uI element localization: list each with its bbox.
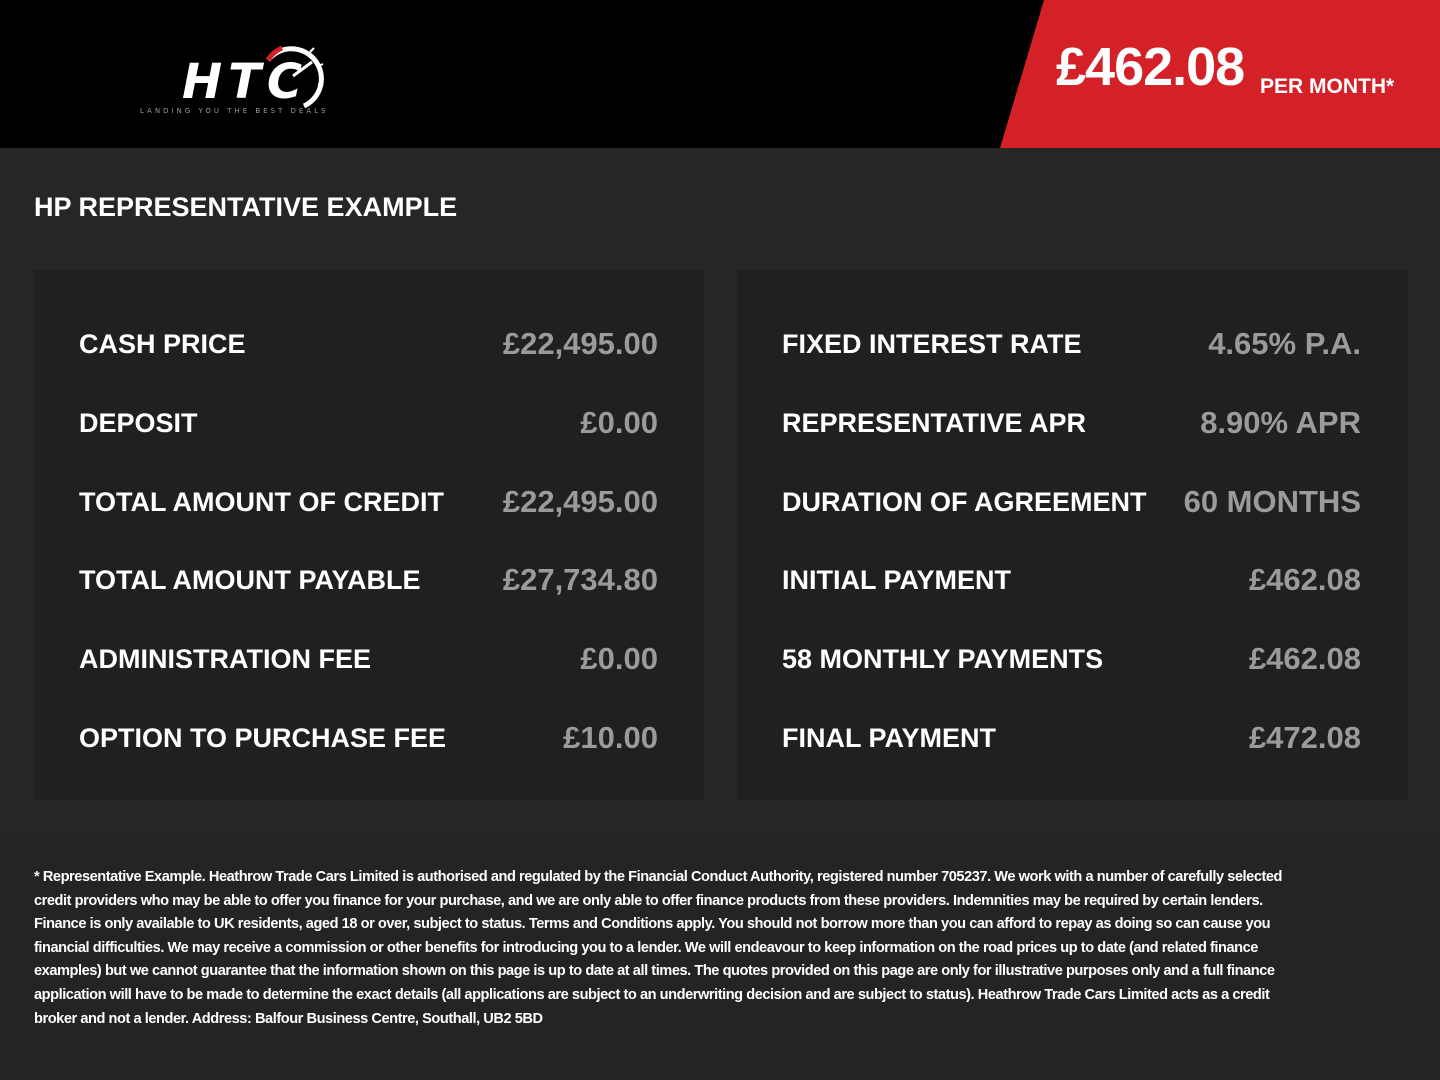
finance-row-deposit [34,403,704,443]
row-label: INITIAL PAYMENT [782,565,1012,595]
row-label: TOTAL AMOUNT OF CREDIT [79,487,444,517]
row-value: £0.00 [580,641,658,676]
monthly-price-suffix: PER MONTH* [1260,75,1395,98]
finance-details-right-panel [737,270,1408,800]
finance-details-left-panel [34,270,704,800]
finance-row-purchase-fee [34,718,704,758]
row-label: FINAL PAYMENT [782,723,997,753]
header [0,0,1440,148]
row-value: £22,495.00 [502,326,658,361]
section-title: HP REPRESENTATIVE EXAMPLE [34,192,458,222]
finance-row-total-credit [34,482,704,522]
finance-row-apr [737,403,1408,443]
row-label: FIXED INTEREST RATE [782,329,1082,359]
row-value: £472.08 [1248,720,1361,755]
finance-row-cash-price [34,324,704,364]
row-value: 8.90% APR [1200,405,1361,440]
row-label: DEPOSIT [79,408,198,438]
row-value: 60 MONTHS [1183,484,1361,519]
finance-row-total-payable [34,560,704,600]
row-value: £462.08 [1248,641,1361,676]
htc-logo[interactable] [140,40,350,122]
disclaimer-text: * Representative Example. Heathrow Trade Cars Limited is authorised and regulated by the Financial Conduct Authority, registered number 705237. We work with a number of carefully selected credit providers who may be able to offer you finance for your purchase, and we are only able to offer finance products from these providers. Indemnities may be required by certain lenders. Finance is only available to UK residents, aged 18 or over, subject to status. Terms and Conditions apply. You should not borrow more than you can afford to repay as doing so can cause you financial difficulties. We may receive a commission or other benefits for introducing you to a lender. We will endeavour to keep information on the road prices up to date (and related finance examples) but we cannot guarantee that the information shown on this page is up to date at all times. The quotes provided on this page are only for illustrative purposes only and a full finance application will have to be made to determine the exact details (all applications are subject to an underwriting decision and are subject to status). Heathrow Trade Cars Limited acts as a credit broker and not a lender. Address: Balfour Business Centre, Southall, UB2 5BD [34,869,1283,1027]
logo-wordmark: HTC [182,54,309,110]
row-label: REPRESENTATIVE APR [782,408,1087,438]
finance-row-duration [737,482,1408,522]
row-label: DURATION OF AGREEMENT [782,487,1147,517]
logo-tagline: LANDING YOU THE BEST DEALS [140,107,329,115]
row-value: £10.00 [563,720,658,755]
row-label: CASH PRICE [79,329,246,359]
monthly-price-amount: £462.08 [1056,37,1245,97]
row-value: £0.00 [580,405,658,440]
row-label: OPTION TO PURCHASE FEE [79,723,447,753]
finance-row-interest-rate [737,324,1408,364]
row-value: £462.08 [1248,562,1361,597]
row-label: ADMINISTRATION FEE [79,644,371,674]
finance-row-admin-fee [34,639,704,679]
row-label: TOTAL AMOUNT PAYABLE [79,565,421,595]
row-value: £27,734.80 [502,562,658,597]
row-value: 4.65% P.A. [1208,326,1361,361]
row-label: 58 MONTHLY PAYMENTS [782,644,1104,674]
finance-row-initial-payment [737,560,1408,600]
finance-row-final-payment [737,718,1408,758]
finance-row-monthly-payments [737,639,1408,679]
row-value: £22,495.00 [502,484,658,519]
